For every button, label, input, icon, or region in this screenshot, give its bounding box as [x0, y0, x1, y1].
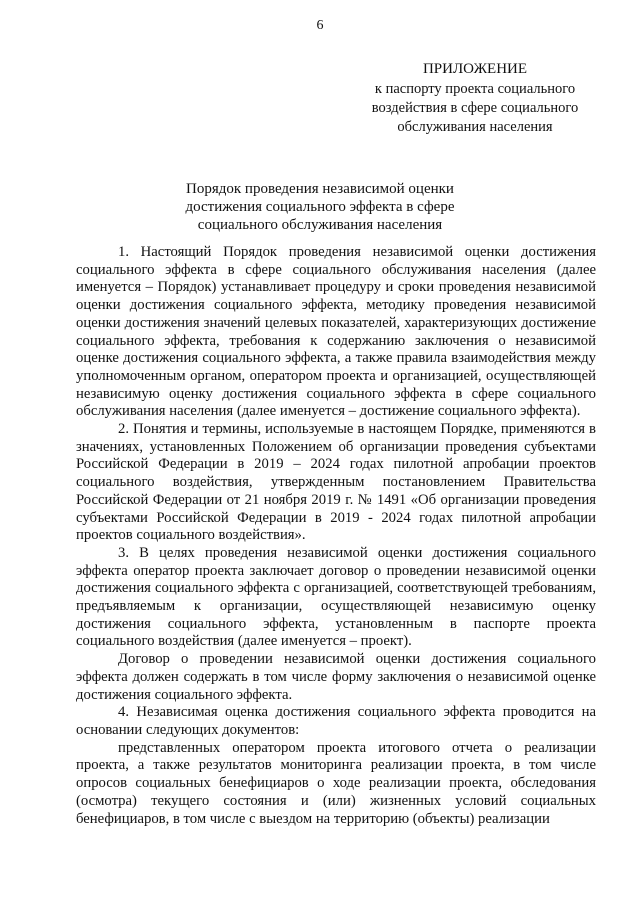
paragraph: 1. Настоящий Порядок проведения независимой оценки достижения социального эффекта в сфере социального обслуживания населения (далее именуется – Порядок) устанавливает процедуру и сроки проведения независимой оценки достижения социального эффекта, методику проведения независимой оценки достижения значений целевых показателей, характеризующих достижение социального эффекта, требования к содержанию заключения о независимой оценке достижения социального эффекта, а также правила взаимодействия между уполномоченным органом, оператором проекта и организацией, осуществляющей независимую оценку достижения социального эффекта в сфере социального обслуживания населения (далее именуется – достижение социального эффекта).: [76, 244, 596, 420]
appendix-line: к паспорту проекта социального: [374, 81, 576, 97]
title-line: достижения социального эффекта в сфере: [185, 199, 455, 215]
paragraph: Договор о проведении независимой оценки достижения социального эффекта должен содержать в том числе форму заключения о независимой оценке достижения социального эффекта.: [76, 651, 596, 703]
title-line: социального обслуживания населения: [197, 217, 443, 233]
paragraph: 4. Независимая оценка достижения социального эффекта проводится на основании следующих документов:: [76, 704, 596, 738]
document-title: [80, 180, 560, 234]
title-line: Порядок проведения независимой оценки: [186, 181, 454, 197]
page-number: 6: [316, 18, 324, 33]
appendix-heading: ПРИЛОЖЕНИЕ: [422, 61, 528, 77]
appendix-block: [340, 60, 610, 137]
appendix-line: воздействия в сфере социального: [371, 100, 579, 116]
paragraph: 2. Понятия и термины, используемые в настоящем Порядке, применяются в значениях, установленных Положением об организации проведения субъектами Российской Федерации в 2019 – 2024 годах пилотной апробации проектов социального воздействия, утвержденным постановлением Правительства Российской Федерации от 21 ноября 2019 г. № 1491 «Об организации проведения субъектами Российской Федерации в 2019 - 2024 годах пилотной апробации проектов социального воздействия».: [76, 421, 596, 544]
paragraph: представленных оператором проекта итогового отчета о реализации проекта, а также результатов мониторинга реализации проекта, в том числе опросов социальных бенефициаров о ходе реализации проекта, обследования (осмотра) текущего состояния и (или) жизненных условий социальных бенефициаров, в том числе с выездом на территорию (объекты) реализации: [76, 739, 596, 827]
document-body: [76, 244, 596, 828]
appendix-line: обслуживания населения: [397, 119, 553, 135]
paragraph: 3. В целях проведения независимой оценки достижения социального эффекта оператор проекта заключает договор о проведении независимой оценки достижения социального эффекта с организацией, соответствующей требованиям, предъявляемым к организации, осуществляющей независимую оценку достижения социального эффекта, установленным в паспорте проекта социального воздействия (далее именуется – проект).: [76, 544, 596, 650]
